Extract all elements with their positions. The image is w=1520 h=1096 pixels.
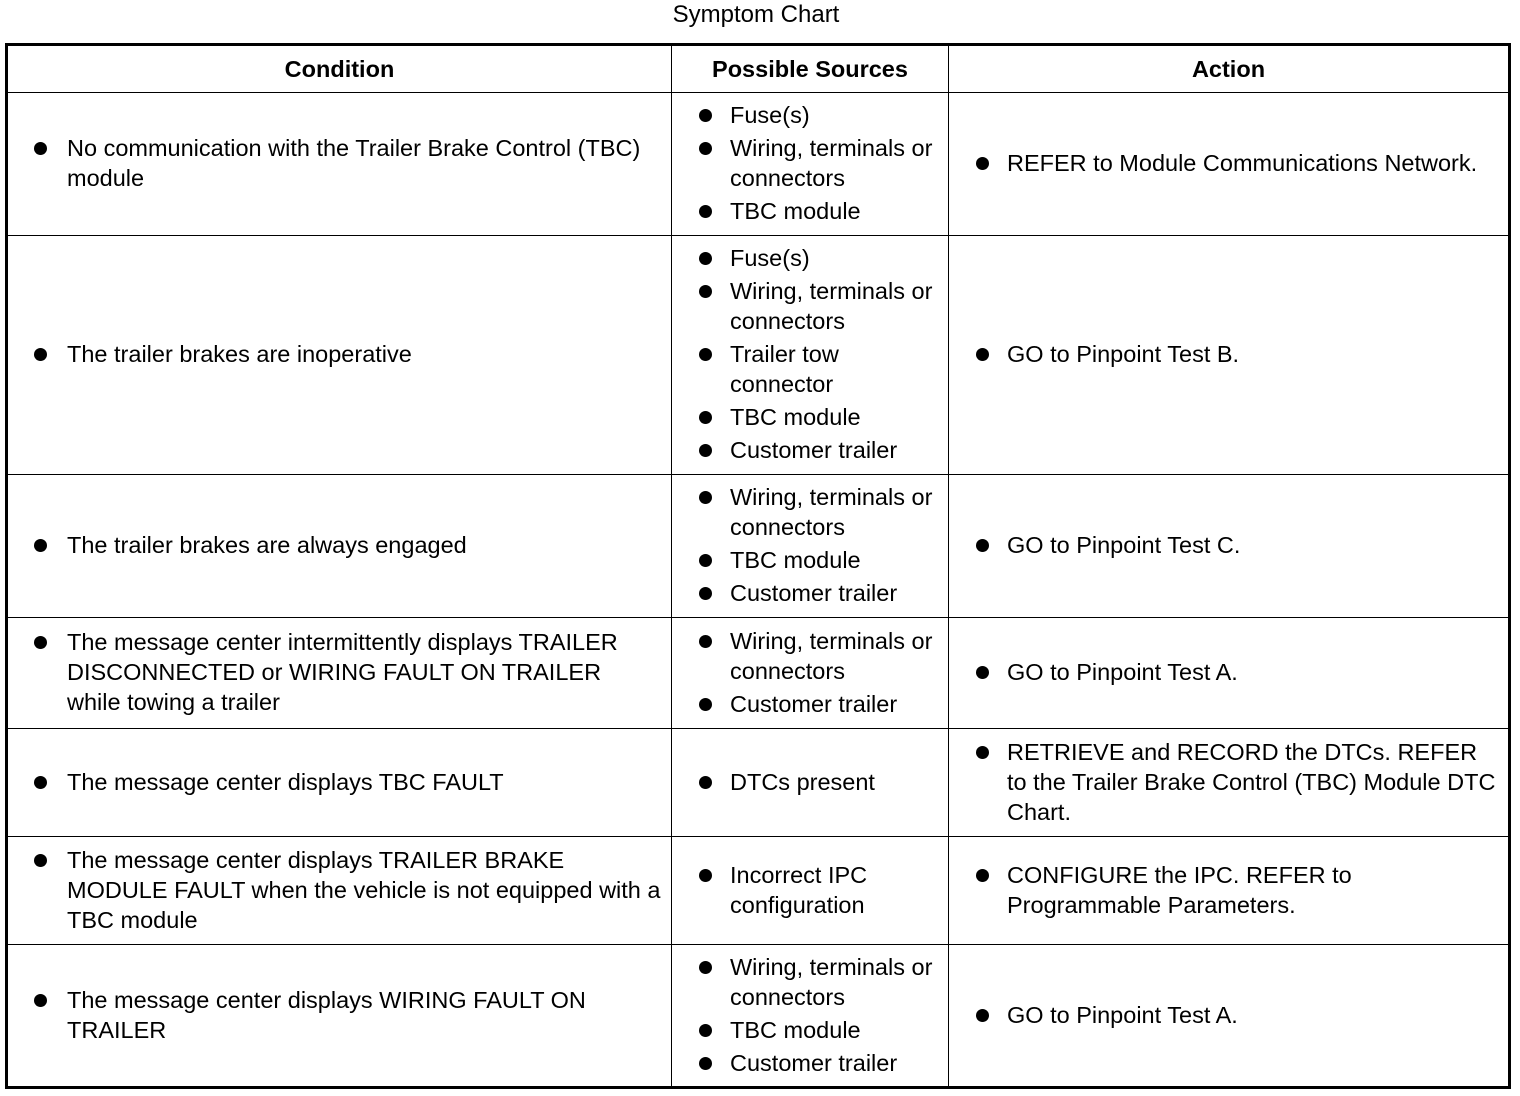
action-text: RETRIEVE and RECORD the DTCs. REFER to the Trailer Brake Control (TBC) Module DTC Chart. xyxy=(949,737,1508,827)
sources-cell xyxy=(672,236,949,475)
page-title: Symptom Chart xyxy=(672,1,840,28)
source-item: Customer trailer xyxy=(672,578,948,608)
action-text: GO to Pinpoint Test C. xyxy=(949,530,1508,560)
header-condition: Condition xyxy=(7,45,672,93)
condition-cell xyxy=(7,837,672,945)
header-possible-sources: Possible Sources xyxy=(672,45,949,93)
table-row xyxy=(7,837,1510,945)
source-item: TBC module xyxy=(672,545,948,575)
condition-text: The message center displays TBC FAULT xyxy=(8,767,671,797)
condition-text: The trailer brakes are always engaged xyxy=(8,530,671,560)
action-cell xyxy=(949,945,1510,1088)
source-item: Trailer tow connector xyxy=(672,339,948,399)
condition-text: The message center displays TRAILER BRAKE MODULE FAULT when the vehicle is not equipped with a TBC module xyxy=(8,845,671,935)
action-text: GO to Pinpoint Test A. xyxy=(949,657,1508,687)
condition-cell xyxy=(7,945,672,1088)
source-item: Incorrect IPC configuration xyxy=(672,860,948,920)
table-row xyxy=(7,475,1510,618)
action-cell xyxy=(949,729,1510,837)
source-item: Wiring, terminals or connectors xyxy=(672,626,948,686)
table-row xyxy=(7,618,1510,729)
action-cell xyxy=(949,475,1510,618)
action-text: GO to Pinpoint Test A. xyxy=(949,1000,1508,1030)
action-cell xyxy=(949,236,1510,475)
source-item: Wiring, terminals or connectors xyxy=(672,952,948,1012)
condition-text: The trailer brakes are inoperative xyxy=(8,339,671,369)
condition-cell xyxy=(7,93,672,236)
action-cell xyxy=(949,837,1510,945)
condition-cell xyxy=(7,475,672,618)
sources-cell xyxy=(672,618,949,729)
source-item: Customer trailer xyxy=(672,1048,948,1078)
condition-cell xyxy=(7,618,672,729)
action-cell xyxy=(949,618,1510,729)
source-item: Wiring, terminals or connectors xyxy=(672,133,948,193)
table-row xyxy=(7,236,1510,475)
table-row xyxy=(7,945,1510,1088)
condition-cell xyxy=(7,236,672,475)
sources-cell xyxy=(672,945,949,1088)
table-row xyxy=(7,93,1510,236)
sources-cell xyxy=(672,93,949,236)
condition-text: No communication with the Trailer Brake Control (TBC) module xyxy=(8,133,671,193)
action-text: GO to Pinpoint Test B. xyxy=(949,339,1508,369)
action-cell xyxy=(949,93,1510,236)
sources-cell xyxy=(672,837,949,945)
condition-cell xyxy=(7,729,672,837)
source-item: Customer trailer xyxy=(672,435,948,465)
condition-text: The message center intermittently displays TRAILER DISCONNECTED or WIRING FAULT ON TRAILER while towing a trailer xyxy=(8,627,671,717)
symptom-chart-table xyxy=(5,43,1511,1089)
action-text: CONFIGURE the IPC. REFER to Programmable Parameters. xyxy=(949,860,1508,920)
source-item: TBC module xyxy=(672,402,948,432)
source-item: Wiring, terminals or connectors xyxy=(672,276,948,336)
condition-text: The message center displays WIRING FAULT ON TRAILER xyxy=(8,985,671,1045)
action-text: REFER to Module Communications Network. xyxy=(949,148,1508,178)
header-action: Action xyxy=(949,45,1510,93)
source-item: Wiring, terminals or connectors xyxy=(672,482,948,542)
table-row xyxy=(7,729,1510,837)
source-item: TBC module xyxy=(672,196,948,226)
source-item: DTCs present xyxy=(672,767,948,797)
source-item: Customer trailer xyxy=(672,689,948,719)
sources-cell xyxy=(672,475,949,618)
header-row xyxy=(7,45,1510,93)
source-item: Fuse(s) xyxy=(672,100,948,130)
source-item: Fuse(s) xyxy=(672,243,948,273)
sources-cell xyxy=(672,729,949,837)
source-item: TBC module xyxy=(672,1015,948,1045)
